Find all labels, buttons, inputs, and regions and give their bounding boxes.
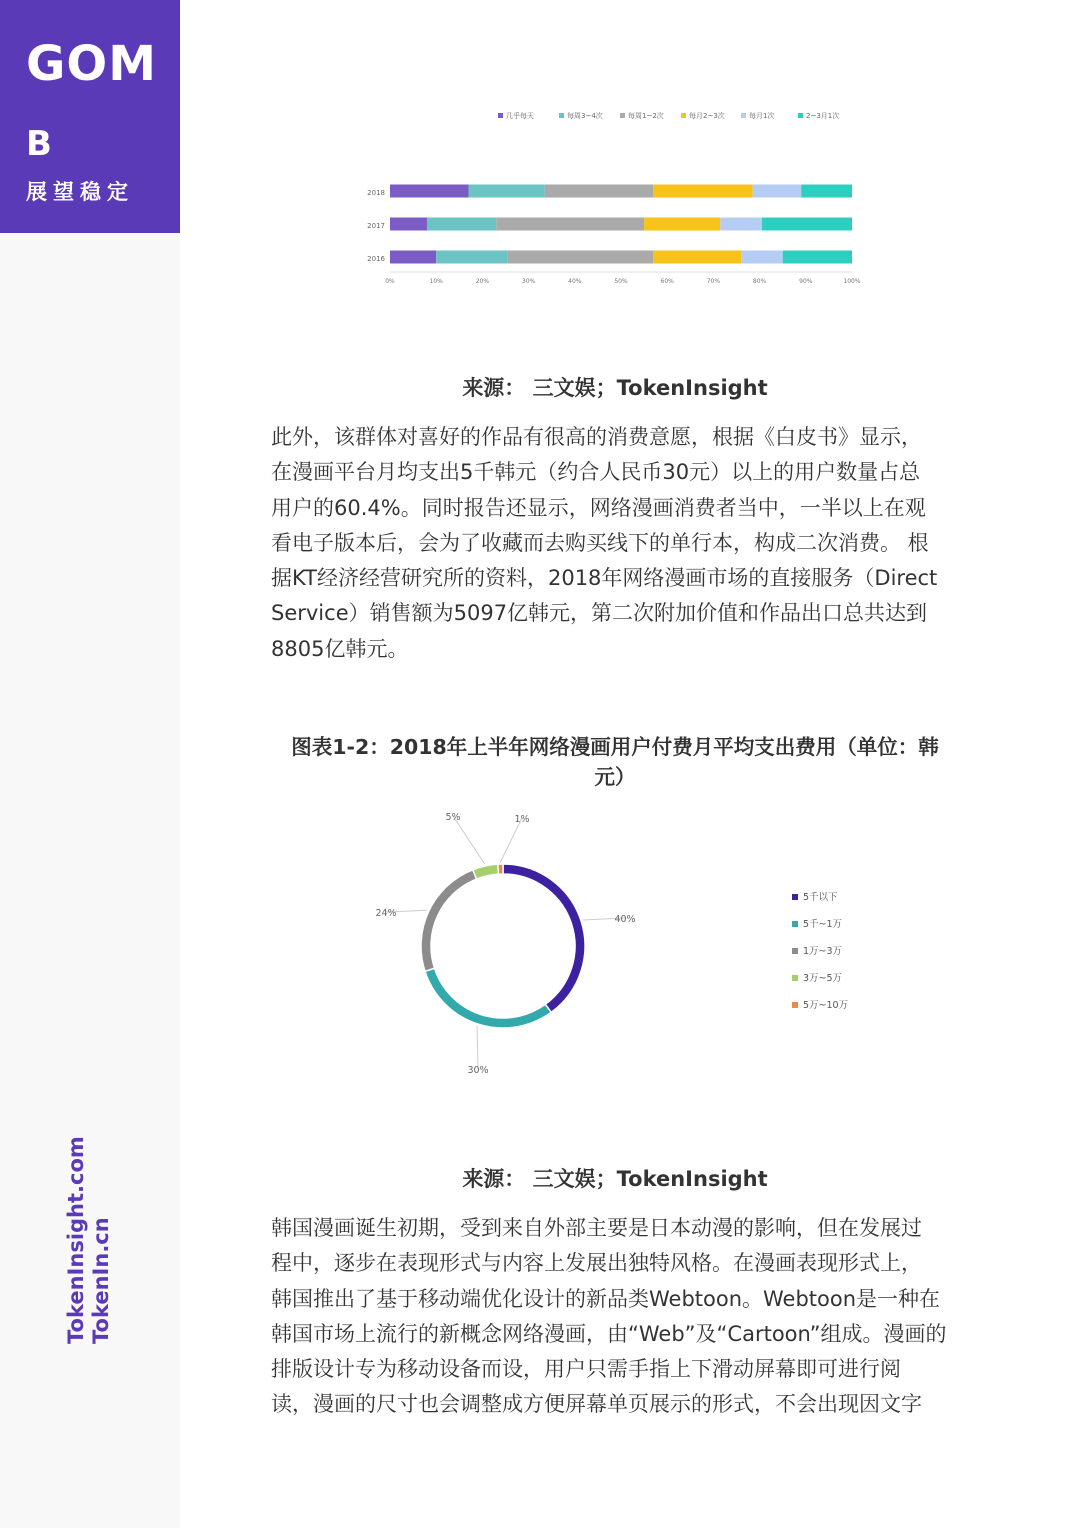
bar-segment (436, 251, 508, 264)
bar-segment (390, 218, 427, 231)
slice-label: 5% (445, 812, 461, 823)
legend-label: 5千以下 (803, 892, 838, 903)
chart-source-1: 来源： 三文娱；TokenInsight (462, 376, 768, 400)
stacked-bar-chart (355, 100, 875, 300)
legend-swatch (741, 113, 746, 118)
x-tick-label: 30% (521, 278, 536, 285)
brand-rating: 展望稳定 (26, 180, 134, 204)
bar-segment (753, 185, 802, 198)
bar-segment (508, 251, 654, 264)
body-paragraph-1: 此外，该群体对喜好的作品有很高的消费意愿，根据《白皮书》显示， 在漫画平台月均支出5千韩元（约合人民币30元）以上的用户数量占总 用户的60.4%。同时报告还显示，网络漫画消费者当中，一半以上在观 看电子版本后，会为了收藏而去购买线下的单行本，构成二次消费。 根 据KT经济经营研究所的资料，2018年网络漫画市场的直接服务（Direct Service）销售额为5097亿韩元，第二次附加价值和作品出口总共达到 8805亿韩元。 (271, 425, 938, 661)
legend-swatch (681, 113, 686, 118)
brand-block (0, 0, 180, 233)
y-tick-label: 2018 (367, 189, 385, 197)
y-tick-label: 2016 (367, 255, 385, 263)
donut-slice (425, 968, 551, 1028)
bar-segment (720, 218, 762, 231)
legend-label: 5万~10万 (803, 1000, 849, 1011)
website-link-2[interactable]: TokenIn.cn (89, 1217, 113, 1344)
x-tick-label: 100% (843, 278, 861, 285)
bar-segment (545, 185, 654, 198)
website-link-1[interactable]: TokenInsight.com (64, 1136, 88, 1344)
x-tick-label: 70% (706, 278, 721, 285)
slice-label: 40% (614, 914, 636, 925)
legend-swatch (798, 113, 803, 118)
x-tick-label: 90% (799, 278, 813, 285)
legend-label: 1万~3万 (803, 946, 843, 957)
bar-segment (390, 185, 469, 198)
leader-line (453, 816, 485, 864)
bar-segment (644, 218, 720, 231)
slice-label: 30% (467, 1065, 489, 1076)
legend-swatch (792, 921, 798, 927)
donut-chart (355, 800, 875, 1090)
y-tick-label: 2017 (367, 222, 385, 230)
x-tick-label: 20% (475, 278, 490, 285)
legend-label: 每周1~2次 (628, 112, 664, 120)
body-paragraph-2: 韩国漫画诞生初期，受到来自外部主要是日本动漫的影响，但在发展过 程中，逐步在表现形式与内容上发展出独特风格。在漫画表现形式上， 韩国推出了基于移动端优化设计的新品类Webtoon。Webtoon是一种在 韩国市场上流行的新概念网络漫画，由“Web”及“Cartoon”组成。漫画的 排版设计专为移动设备而设，用户只需手指上下滑动屏幕即可进行阅 读，漫画的尺寸也会调整成方便屏幕单页展示的形式，不会出现因文字 (271, 1216, 947, 1417)
chart-caption-2: 图表1-2：2018年上半年网络漫画用户付费月平均支出费用（单位：韩 元） (291, 735, 939, 789)
donut-slice (421, 870, 476, 972)
bar-segment (390, 251, 436, 264)
leader-line (477, 1026, 478, 1069)
donut-slice (503, 864, 585, 1012)
legend-swatch (620, 113, 625, 118)
bar-segment (653, 185, 752, 198)
brand-title: GOM (26, 36, 157, 92)
x-tick-label: 10% (429, 278, 443, 285)
x-tick-label: 40% (568, 278, 582, 285)
bar-segment (741, 251, 783, 264)
legend-label: 5千~1万 (803, 919, 843, 930)
legend-swatch (792, 894, 798, 900)
bar-segment (469, 185, 545, 198)
legend-label: 每月1次 (749, 112, 775, 120)
bar-segment (783, 251, 852, 264)
legend-label: 几乎每天 (506, 112, 534, 120)
legend-swatch (792, 1002, 798, 1008)
x-tick-label: 50% (614, 278, 628, 285)
donut-slice (498, 864, 503, 874)
legend-swatch (792, 948, 798, 954)
x-tick-label: 0% (385, 278, 395, 285)
donut-slice (473, 864, 499, 879)
legend-label: 每周3~4次 (567, 112, 603, 120)
slice-label: 24% (375, 908, 397, 919)
bar-segment (496, 218, 644, 231)
x-tick-label: 80% (752, 278, 767, 285)
legend-label: 3万~5万 (803, 973, 843, 984)
brand-subtitle: B (26, 124, 52, 164)
website-watermark (64, 1124, 114, 1344)
slice-label: 1% (514, 814, 530, 825)
legend-swatch (498, 113, 503, 118)
bar-segment (653, 251, 741, 264)
x-tick-label: 60% (660, 278, 674, 285)
legend-swatch (559, 113, 564, 118)
legend-label: 每月2~3次 (689, 112, 725, 120)
bar-segment (762, 218, 852, 231)
legend-label: 2~3月1次 (806, 112, 840, 120)
bar-segment (801, 185, 852, 198)
legend-swatch (792, 975, 798, 981)
bar-segment (427, 218, 496, 231)
chart-source-2: 来源： 三文娱；TokenInsight (462, 1167, 768, 1191)
